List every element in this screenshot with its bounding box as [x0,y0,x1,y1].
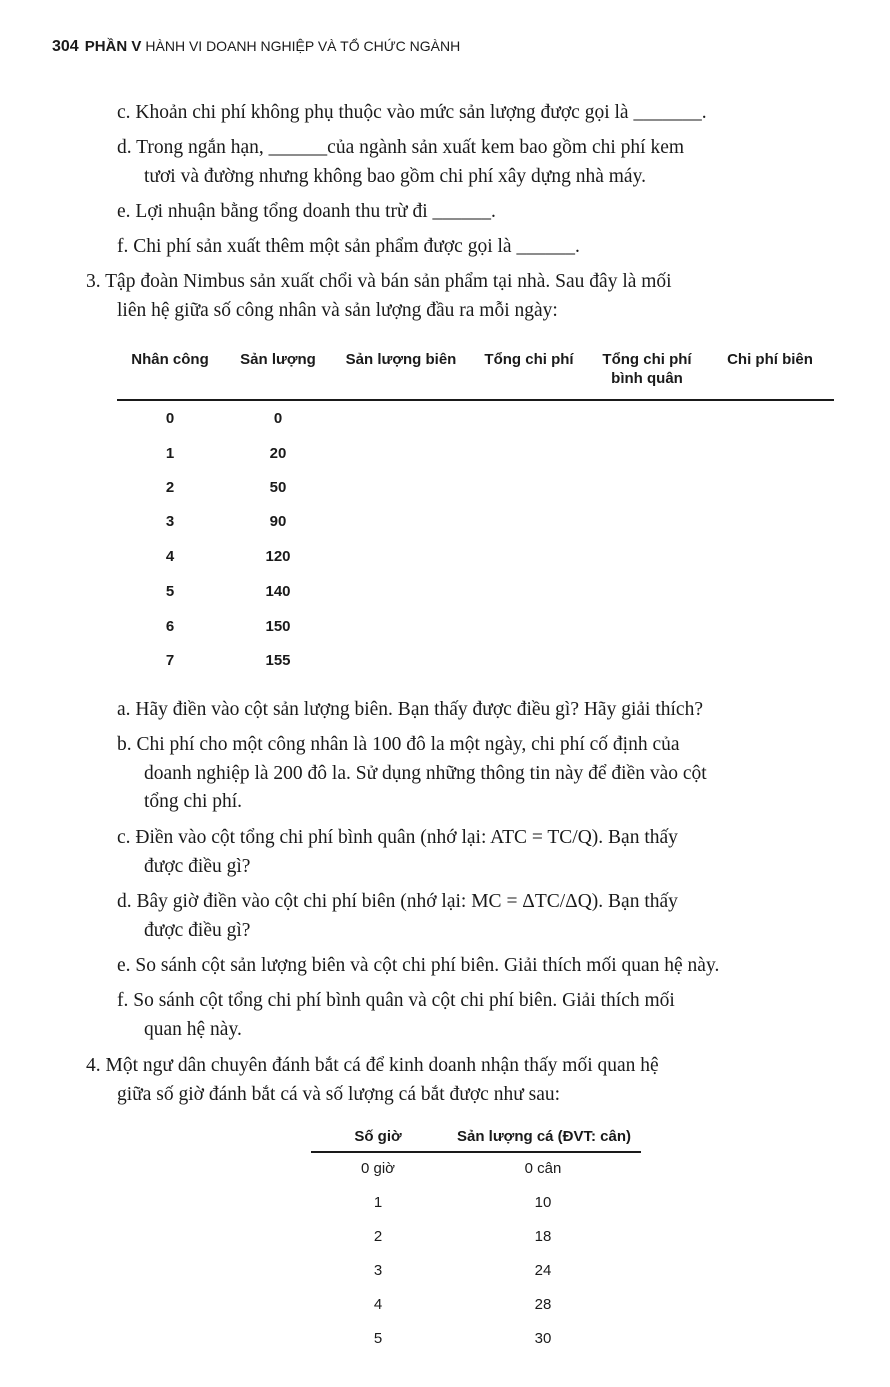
q3-prompt-cont: liên hệ giữa số công nhân và sản lượng đầu ra mỗi ngày: [117,300,558,321]
q3-item-b: b. Chi phí cho một công nhân là 100 đô la một ngày, chi phí cố định của [117,734,680,755]
q2-item-d: d. Trong ngắn hạn, ______của ngành sản xuất kem bao gồm chi phí kem [117,137,685,158]
table2-cell: 2 [373,1228,383,1245]
q2-item-c: c. Khoản chi phí không phụ thuộc vào mức sản lượng được gọi là _______. [117,102,707,123]
table1-cell: 2 [165,479,175,496]
table2-cell: 4 [373,1296,383,1313]
table1-cell: 90 [269,513,287,530]
q3-item-f-cont: quan hệ này. [144,1019,242,1040]
q3-item-d-cont: được điều gì? [144,920,251,941]
table1-cell: 155 [265,652,291,669]
table2-cell: 3 [373,1262,383,1279]
part-title: HÀNH VI DOANH NGHIỆP VÀ TỔ CHỨC NGÀNH [145,38,461,54]
table1-cell: 0 [273,410,283,427]
table1-cell: 4 [165,548,175,565]
q4-prompt-cont: giữa số giờ đánh bắt cá và số lượng cá bắt được như sau: [117,1084,561,1105]
page-number: 304 [52,38,79,55]
table2-cell: 24 [534,1262,552,1279]
table1-cell: 3 [165,513,175,530]
table1-rule [117,399,834,401]
q2-item-f: f. Chi phí sản xuất thêm một sản phẩm được gọi là ______. [117,236,580,257]
q3-item-e: e. So sánh cột sản lượng biên và cột chi phí biên. Giải thích mối quan hệ này. [117,955,720,976]
table1-cell: 7 [165,652,175,669]
table1-header-marginal-product: Sản lượng biên [345,351,457,368]
table1-header-output: Sản lượng [240,351,316,368]
q4-prompt: 4. Một ngư dân chuyên đánh bắt cá để kinh doanh nhận thấy mối quan hệ [86,1055,659,1076]
table2-cell: 28 [534,1296,552,1313]
q3-item-a: a. Hãy điền vào cột sản lượng biên. Bạn thấy được điều gì? Hãy giải thích? [117,699,703,720]
table1-header-atc: Tổng chi phí bình quân [602,351,692,387]
q3-item-b-cont2: tổng chi phí. [144,791,243,812]
table1-cell: 140 [265,583,291,600]
table2-rule [311,1151,641,1153]
table2-cell: 5 [373,1330,383,1347]
table1-header-total-cost: Tổng chi phí [484,351,574,368]
table1-header-marginal-cost: Chi phí biên [727,351,813,368]
table1-cell: 50 [269,479,287,496]
running-header [52,38,460,56]
table1-cell: 150 [265,618,291,635]
table1-header-workers: Nhân công [131,351,209,368]
q2-item-d-cont: tươi và đường nhưng không bao gồm chi phí xây dựng nhà máy. [144,166,646,187]
q3-prompt: 3. Tập đoàn Nimbus sản xuất chổi và bán sản phẩm tại nhà. Sau đây là mối [86,271,672,292]
q3-item-b-cont: doanh nghiệp là 200 đô la. Sử dụng những thông tin này để điền vào cột [144,763,707,784]
table2-header-hours: Số giờ [354,1128,402,1145]
table2-cell: 0 giờ [360,1160,396,1177]
q3-item-d: d. Bây giờ điền vào cột chi phí biên (nhớ lại: MC = ΔTC/ΔQ). Bạn thấy [117,891,678,912]
table2-cell: 30 [534,1330,552,1347]
table1-cell: 5 [165,583,175,600]
table1-cell: 120 [265,548,291,565]
q2-item-e: e. Lợi nhuận bằng tổng doanh thu trừ đi ______. [117,201,496,222]
q3-item-f: f. So sánh cột tổng chi phí bình quân và cột chi phí biên. Giải thích mối [117,990,675,1011]
table2-cell: 10 [534,1194,552,1211]
table2-cell: 0 cân [524,1160,562,1177]
q3-item-c: c. Điền vào cột tổng chi phí bình quân (nhớ lại: ATC = TC/Q). Bạn thấy [117,827,678,848]
table1-cell: 6 [165,618,175,635]
q3-item-c-cont: được điều gì? [144,856,251,877]
table1-cell: 20 [269,445,287,462]
part-label: PHẦN V [84,38,142,55]
table1-cell: 0 [165,410,175,427]
table2-cell: 1 [373,1194,383,1211]
table2-header-catch: Sản lượng cá (ĐVT: cân) [456,1128,632,1145]
table2-cell: 18 [534,1228,552,1245]
table1-cell: 1 [165,445,175,462]
